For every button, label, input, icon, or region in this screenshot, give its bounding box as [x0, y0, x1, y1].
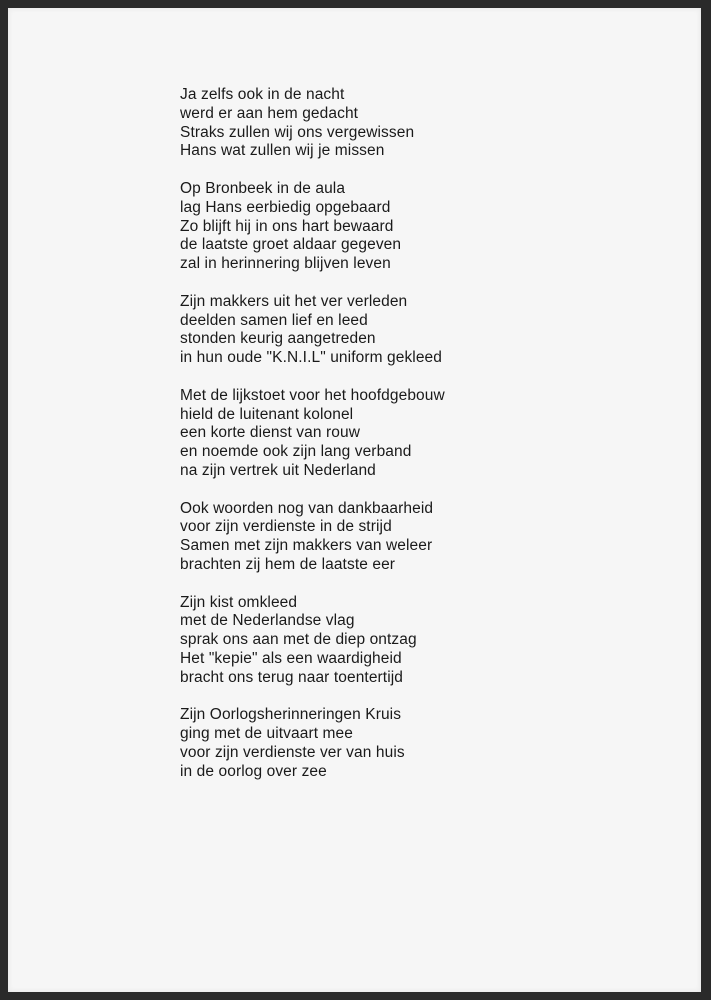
poem-line: sprak ons aan met de diep ontzag	[180, 631, 417, 649]
poem-stanza	[180, 86, 445, 161]
poem-stanza	[180, 293, 445, 368]
poem-stanza	[180, 706, 445, 781]
poem-line: voor zijn verdienste ver van huis	[180, 743, 405, 761]
poem-line: bracht ons terug naar toentertijd	[180, 668, 404, 686]
poem-line: Ook woorden nog van dankbaarheid	[180, 499, 434, 517]
poem-line: stonden keurig aangetreden	[180, 330, 376, 348]
poem-line: in de oorlog over zee	[180, 762, 327, 780]
poem-line: na zijn vertrek uit Nederland	[180, 461, 376, 479]
poem-line: ging met de uitvaart mee	[180, 725, 353, 743]
poem-line: Samen met zijn makkers van weleer	[180, 537, 433, 555]
poem-line: deelden samen lief en leed	[180, 311, 368, 329]
poem-stanza	[180, 594, 445, 688]
poem-line: Ja zelfs ook in de nacht	[180, 86, 345, 103]
poem-line: Zijn kist omkleed	[180, 593, 298, 611]
poem-line: de laatste groet aldaar gegeven	[180, 236, 402, 254]
poem-line: Straks zullen wij ons vergewissen	[180, 123, 415, 141]
poem-line: in hun oude "K.N.I.L" uniform gekleed	[180, 349, 443, 367]
poem-line: zal in herinnering blijven leven	[180, 255, 391, 273]
poem-body	[180, 86, 445, 800]
poem-line: Het "kepie" als een waardigheid	[180, 649, 402, 667]
poem-line: een korte dienst van rouw	[180, 424, 360, 442]
poem-line: Zijn Oorlogsherinneringen Kruis	[180, 706, 402, 724]
poem-line: Met de lijkstoet voor het hoofdgebouw	[180, 386, 445, 404]
poem-line: brachten zij hem de laatste eer	[180, 555, 396, 573]
poem-stanza	[180, 387, 445, 481]
poem-line: en noemde ook zijn lang verband	[180, 443, 412, 461]
poem-line: Zijn makkers uit het ver verleden	[180, 292, 408, 310]
poem-line: lag Hans eerbiedig opgebaard	[180, 198, 391, 216]
poem-line: Zo blijft hij in ons hart bewaard	[180, 217, 394, 235]
poem-line: voor zijn verdienste in de strijd	[180, 518, 392, 536]
poem-line: werd er aan hem gedacht	[180, 104, 359, 122]
poem-line: met de Nederlandse vlag	[180, 612, 355, 630]
poem-line: Op Bronbeek in de aula	[180, 179, 346, 197]
document-page	[8, 8, 701, 992]
poem-stanza	[180, 180, 445, 274]
poem-stanza	[180, 500, 445, 575]
poem-line: hield de luitenant kolonel	[180, 405, 354, 423]
poem-line: Hans wat zullen wij je missen	[180, 142, 385, 160]
